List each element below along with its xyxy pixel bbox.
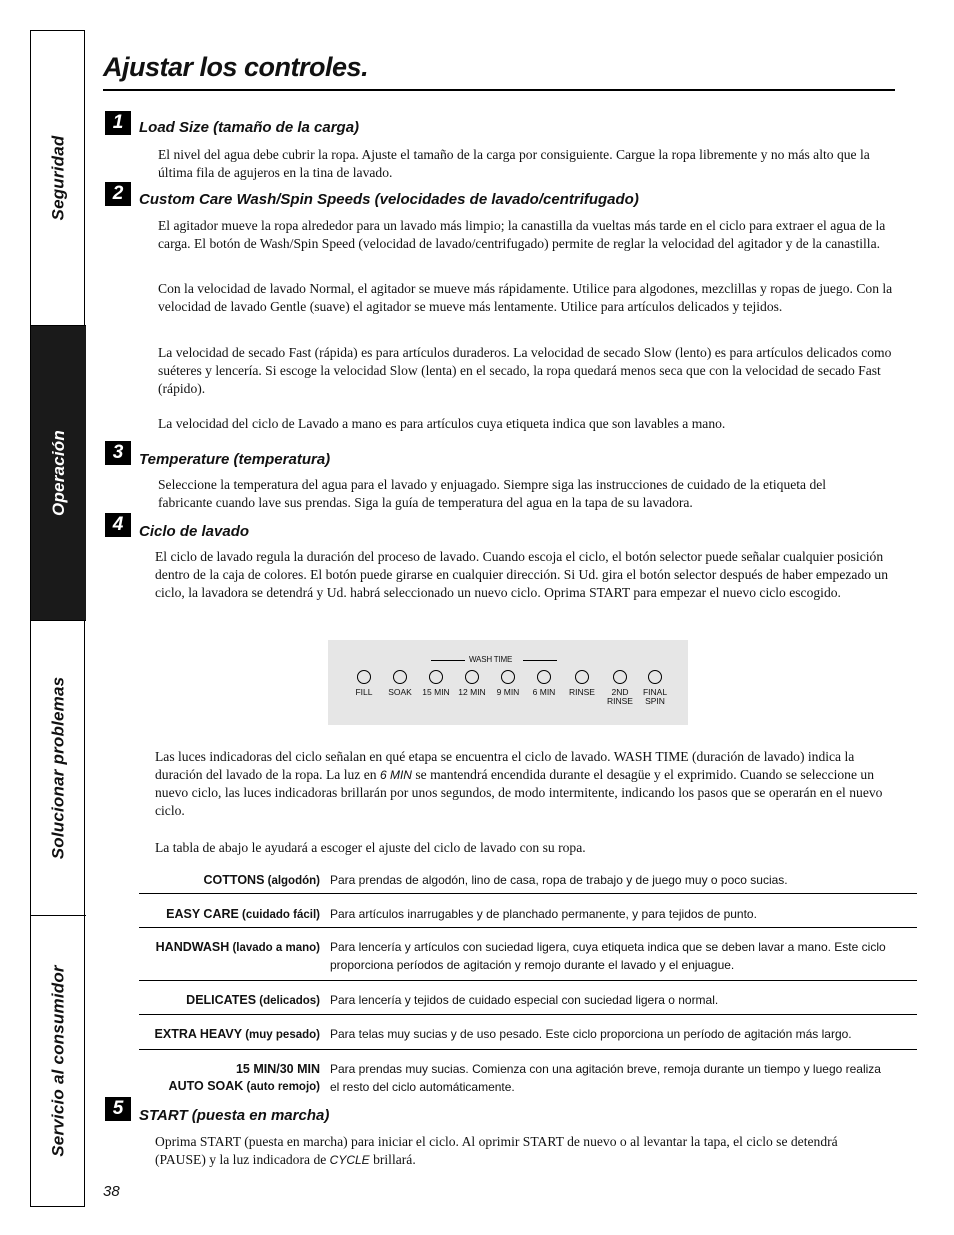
section-text: El nivel del agua debe cubrir la ropa. Ajuste el tamaño de la carga por consiguiente. Cargue la ropa libremente y no más alto que la última fila de agujeros en la tina de lavado. [158, 147, 870, 180]
indicator-label: 12 MIN [458, 687, 486, 697]
cycle-description: Para prendas de algodón, lino de casa, ropa de trabajo y de juego muy o poco sucias. [330, 873, 788, 887]
cycle-description: Para lencería y artículos con suciedad ligera, cuya etiqueta indica que se deben lavar a mano. Este ciclo proporciona períodos de agitación y remojo durante el lavado y el enjuague. [330, 940, 886, 972]
indicator-light-icon [393, 670, 407, 684]
table-row [139, 1015, 917, 1050]
cycle-name [156, 939, 320, 957]
indicator-light-icon [501, 670, 515, 684]
text-run: brillará. [369, 1152, 416, 1167]
section-text: Seleccione la temperatura del agua para el lavado y enjuagado. Siempre siga las instrucciones de cuidado de la etiqueta del fabricante cuando lave sus prendas. Siga la guía de temperatura del agua en la tapa de su lavadora. [158, 477, 827, 510]
emphasis-cycle: CYCLE [329, 1153, 370, 1167]
text-run: Las luces indicadoras del ciclo señalan en qué etapa se encuentra el ciclo de lavado. WASH TIME (duración de lavado) indica la duración del lavado de la ropa. La luz en [155, 749, 855, 782]
table-row [139, 894, 917, 928]
cycle-name-main: COTTONS [203, 873, 265, 887]
table-row [139, 868, 917, 894]
section-text: El ciclo de lavado regula la duración del proceso de lavado. Cuando escoja el ciclo, el botón selector puede señalar cualquier posición dentro de la caja de colores. El botón puede girarse en cualquier dirección. Si Ud. gira el botón selector después de haber empezado un ciclo, la lavadora se detendrá y Ud. habrá seleccionado un nuevo ciclo. Oprima START para empezar el nuevo ciclo escogido. [155, 549, 889, 600]
indicator-light-icon [648, 670, 662, 684]
section-heading: Custom Care Wash/Spin Speeds (velocidades de lavado/centrifugado) [139, 191, 639, 208]
indicator-label: FILL [355, 687, 373, 697]
tab-seguridad[interactable] [31, 31, 86, 326]
indicator-light-icon [613, 670, 627, 684]
tab-label: Operación [48, 430, 68, 516]
indicator-label: 9 MIN [496, 687, 520, 697]
indicator-label: 6 MIN [532, 687, 556, 697]
sidebar [30, 30, 85, 1207]
indicator-light-icon [575, 670, 589, 684]
page-title: Ajustar los controles. [103, 52, 369, 82]
section-text: La tabla de abajo le ayudará a escoger el ajuste del ciclo de lavado con su ropa. [155, 840, 586, 855]
cycle-table [139, 868, 917, 1100]
section-text [155, 748, 890, 820]
section-text: Con la velocidad de lavado Normal, el agitador se mueve más rápidamente. Utilice para algodones, mezclillas y ropas de juego. Con la velocidad de lavado Gentle (suave) el agitador se mueve más lentamente. Utilice para artículos delicados y tejidos. [158, 281, 893, 314]
cycle-name-main: 15 MIN/30 MIN [235, 1062, 320, 1076]
cycle-name-main: HANDWASH [155, 940, 230, 954]
cycle-description: Para prendas muy sucias. Comienza con una agitación breve, remoja durante un tiempo y luego realiza el resto del ciclo automáticamente. [330, 1062, 881, 1094]
cycle-name-sub: (cuidado fácil) [238, 909, 320, 921]
text-run: Oprima START (puesta en marcha) para iniciar el ciclo. Al oprimir START de nuevo o al levantar la tapa, el ciclo se detendrá (PAUSE) y la luz indicadora de [155, 1134, 838, 1167]
tab-label: Servicio al consumidor [48, 965, 68, 1157]
tab-servicio-consumidor[interactable] [31, 916, 86, 1206]
emphasis-6-min: 6 MIN [379, 768, 412, 782]
step-number: 2 [105, 182, 131, 206]
step-number: 3 [105, 441, 131, 465]
cycle-description: Para telas muy sucias y de uso pesado. Este ciclo proporciona un período de agitación más largo. [330, 1027, 852, 1041]
tab-label: Solucionar problemas [48, 676, 68, 860]
step-number: 1 [105, 111, 131, 135]
title-rule [103, 89, 895, 91]
cycle-name-sub: (delicados) [256, 995, 320, 1007]
indicator-label: SOAK [388, 687, 412, 697]
indicator-label: RINSE [569, 687, 595, 697]
wash-time-label: WASH TIME [469, 655, 513, 664]
section-text: La velocidad de secado Fast (rápida) es para artículos duraderos. La velocidad de secado Slow (lento) es para artículos delicados como suéteres y lencería. Si escoge la velocidad Slow (lenta) en el secado, la ropa quedará menos seca que con la velocidad de secado Fast (rápido). [158, 345, 892, 396]
cycle-name [204, 872, 320, 890]
section-heading: Ciclo de lavado [139, 523, 250, 540]
section-heading: Temperature (temperatura) [139, 451, 331, 468]
step-number: 4 [105, 513, 131, 537]
cycle-name-sub: (muy pesado) [242, 1029, 320, 1041]
cycle-description: Para lencería y tejidos de cuidado especial con suciedad ligera o normal. [330, 993, 719, 1007]
indicator-light-icon [465, 670, 479, 684]
indicator-label: FINAL SPIN [642, 687, 668, 706]
cycle-name-main: DELICATES [186, 993, 257, 1007]
wash-time-bracket [431, 655, 557, 665]
indicator-light-icon [357, 670, 371, 684]
indicator-label: 15 MIN [422, 687, 450, 697]
section-heading: Load Size (tamaño de la carga) [139, 119, 360, 136]
step-number: 5 [105, 1097, 131, 1121]
section-text: La velocidad del ciclo de Lavado a mano es para artículos cuya etiqueta indica que son lavables a mano. [158, 416, 726, 431]
table-row [139, 928, 917, 981]
section-text [155, 1133, 890, 1169]
cycle-name-main: AUTO SOAK [168, 1079, 244, 1093]
cycle-name [169, 1061, 320, 1096]
tab-label: Seguridad [48, 135, 68, 221]
cycle-name [155, 1026, 320, 1044]
table-row [139, 1050, 917, 1100]
cycle-description: Para artículos inarrugables y de planchado permanente, y para tejidos de punto. [330, 907, 757, 921]
page-number: 38 [103, 1183, 120, 1200]
cycle-name-main: EASY CARE [166, 907, 239, 921]
indicator-light-icon [429, 670, 443, 684]
cycle-name-main: EXTRA HEAVY [154, 1027, 243, 1041]
table-row [139, 981, 917, 1015]
cycle-name-sub: (auto remojo) [243, 1081, 320, 1093]
tab-operacion[interactable] [31, 326, 86, 621]
indicator-light-icon [537, 670, 551, 684]
cycle-name [166, 906, 320, 924]
indicator-final-spin [633, 670, 677, 706]
cycle-indicator-panel [328, 640, 688, 725]
section-text: El agitador mueve la ropa alrededor para un lavado más limpio; la canastilla da vueltas más tarde en el ciclo para extraer el agua de la carga. El botón de Wash/Spin Speed (velocidad de lavado/centrifugado) permite de reglar la velocidad del agitador y de la canastilla. [158, 218, 886, 251]
text-run: se mantendrá encendida durante el desagüe y el exprimido. Cuando se seleccione un nuevo ciclo, las luces indicadoras brillarán por unos segundos, de modo intermitente, indicando los pasos que se operarán en el nuevo ciclo. [155, 767, 883, 818]
section-heading: START (puesta en marcha) [139, 1107, 330, 1124]
wash-time-line [523, 660, 557, 661]
cycle-name [186, 992, 320, 1010]
cycle-name-sub: (algodón) [264, 875, 320, 887]
cycle-name-sub: (lavado a mano) [229, 942, 320, 954]
tab-solucionar-problemas[interactable] [31, 621, 86, 916]
wash-time-line [431, 660, 465, 661]
indicator-label: 2ND RINSE [607, 687, 633, 706]
